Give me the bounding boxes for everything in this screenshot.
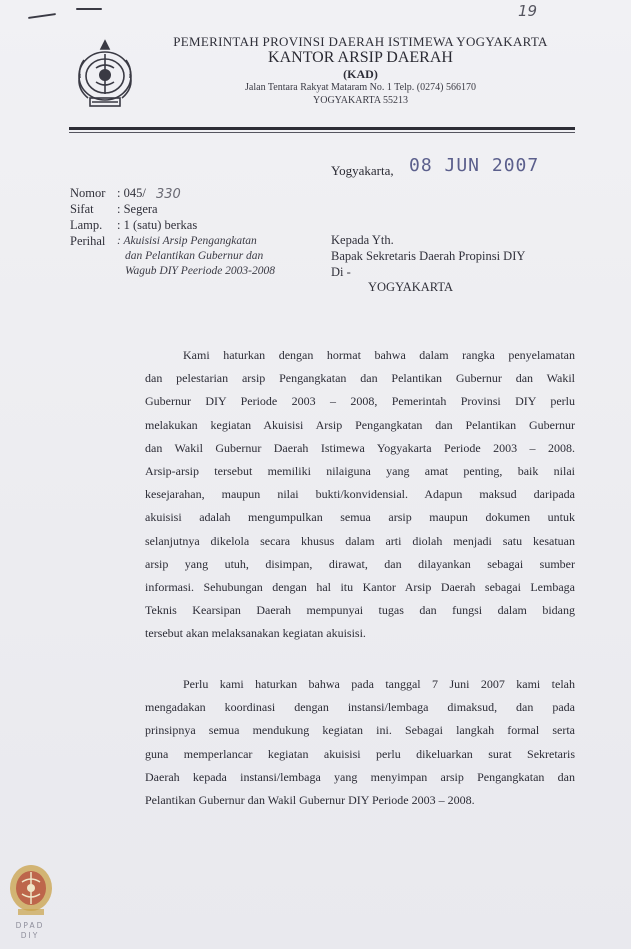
- perihal-label: Perihal: [70, 234, 106, 248]
- page-number: 19: [518, 2, 538, 20]
- perihal-line: : Akuisisi Arsip Pengangkatan: [117, 235, 257, 247]
- sifat-label: Sifat: [70, 202, 94, 216]
- letterhead-abbreviation: (KAD): [343, 67, 378, 81]
- watermark-line: DIY: [20, 931, 40, 940]
- body-line: Pelantikan Gubernur dan Wakil Gubernur DIY Periode 2003 – 2008.: [145, 793, 475, 808]
- body-line: informasi. Sehubungan dengan hal itu Kantor Arsip Daerah sebagai Lembaga: [145, 580, 575, 595]
- body-line: Daerah kepada instansi/lembaga yang menyimpan arsip Pengangkatan dan: [145, 769, 575, 784]
- lamp-label: Lamp.: [70, 218, 103, 232]
- date-stamp: 08 JUN 2007: [409, 155, 540, 176]
- body-line: tersebut akan melaksanakan kegiatan akuisisi.: [145, 626, 366, 641]
- recipient-greeting: Kepada Yth.: [331, 233, 394, 247]
- dpad-seal-icon: [8, 862, 54, 918]
- body-line: Gubernur DIY Periode 2003 – 2008, Pemerintah Provinsi DIY perlu: [145, 394, 575, 409]
- nomor-value: : 045/: [117, 186, 146, 200]
- letterhead-city: YOGYAKARTA 55213: [313, 95, 408, 106]
- letterhead-address: Jalan Tentara Rakyat Mataram No. 1 Telp. (0274) 566170: [245, 82, 476, 93]
- body-line: Perlu kami haturkan bahwa pada tanggal 7 Juni 2007 kami telah: [183, 677, 575, 691]
- recipient-city: YOGYAKARTA: [368, 280, 454, 294]
- letterhead-government: PEMERINTAH PROVINSI DAERAH ISTIMEWA YOGYAKARTA: [173, 34, 548, 49]
- body-line: prinsipnya semua mendukung kegiatan ini. Sebagai langkah formal serta: [145, 723, 575, 738]
- lamp-value: : 1 (satu) berkas: [117, 218, 198, 232]
- perihal-line: dan Pelantikan Gubernur dan: [125, 250, 264, 262]
- pen-mark: [76, 8, 102, 10]
- body-line: kesejarahan, maupun nilai bukti/konvidensial. Adapun maksud daripada: [145, 487, 575, 502]
- body-paragraph-2: [145, 673, 575, 812]
- pen-mark: [28, 13, 56, 19]
- body-line: selanjutnya dikelola secara khusus dalam arti diolah menjadi satu kesatuan: [145, 533, 575, 548]
- watermark-line: DPAD: [15, 921, 45, 930]
- body-line: dan Wakil Gubernur Daerah Istimewa Yogyakarta Periode 2003 – 2008.: [145, 440, 575, 455]
- body-line: Arsip-arsip tersebut memiliki nilaiguna yang amat penting, baik nilai: [145, 464, 575, 479]
- letter-place: Yogyakarta,: [331, 163, 394, 178]
- body-line: melakukan kegiatan Akuisisi Arsip Pengangkatan dan Pelantikan Gubernur: [145, 417, 575, 432]
- perihal-line: Wagub DIY Peeriode 2003-2008: [125, 265, 276, 277]
- nomor-handwritten: 330: [156, 187, 181, 202]
- body-line: dan pelestarian arsip Pengangkatan dan Pelantikan Gubernur dan Wakil: [145, 371, 575, 386]
- body-line: akuisisi adalah mengumpulkan semua arsip maupun dokumen untuk: [145, 510, 575, 525]
- nomor-label: Nomor: [70, 186, 106, 200]
- body-paragraph-1: [145, 344, 575, 646]
- letterhead-rule: [69, 127, 575, 130]
- body-line: Kami haturkan dengan hormat bahwa dalam rangka penyelamatan: [183, 348, 575, 362]
- recipient-name: Bapak Sekretaris Daerah Propinsi DIY: [331, 249, 526, 263]
- body-line: mengadakan koordinasi dengan instansi/lembaga dimaksud, dan pada: [145, 700, 575, 715]
- body-line: Teknis Kearsipan Daerah mempunyai tugas dan fungsi dalam bidang: [145, 603, 575, 618]
- letterhead-rule-thin: [69, 132, 575, 133]
- dpad-watermark: [6, 921, 54, 941]
- body-line: arsip yang utuh, disimpan, dirawat, dan dilayankan sebagai sumber: [145, 556, 575, 571]
- letterhead-office: KANTOR ARSIP DAERAH: [268, 49, 453, 66]
- sifat-value: : Segera: [117, 202, 158, 216]
- body-line: guna memperlancar kegiatan akuisisi perlu dikeluarkan surat Sekretaris: [145, 746, 575, 761]
- recipient-di: Di -: [331, 265, 351, 279]
